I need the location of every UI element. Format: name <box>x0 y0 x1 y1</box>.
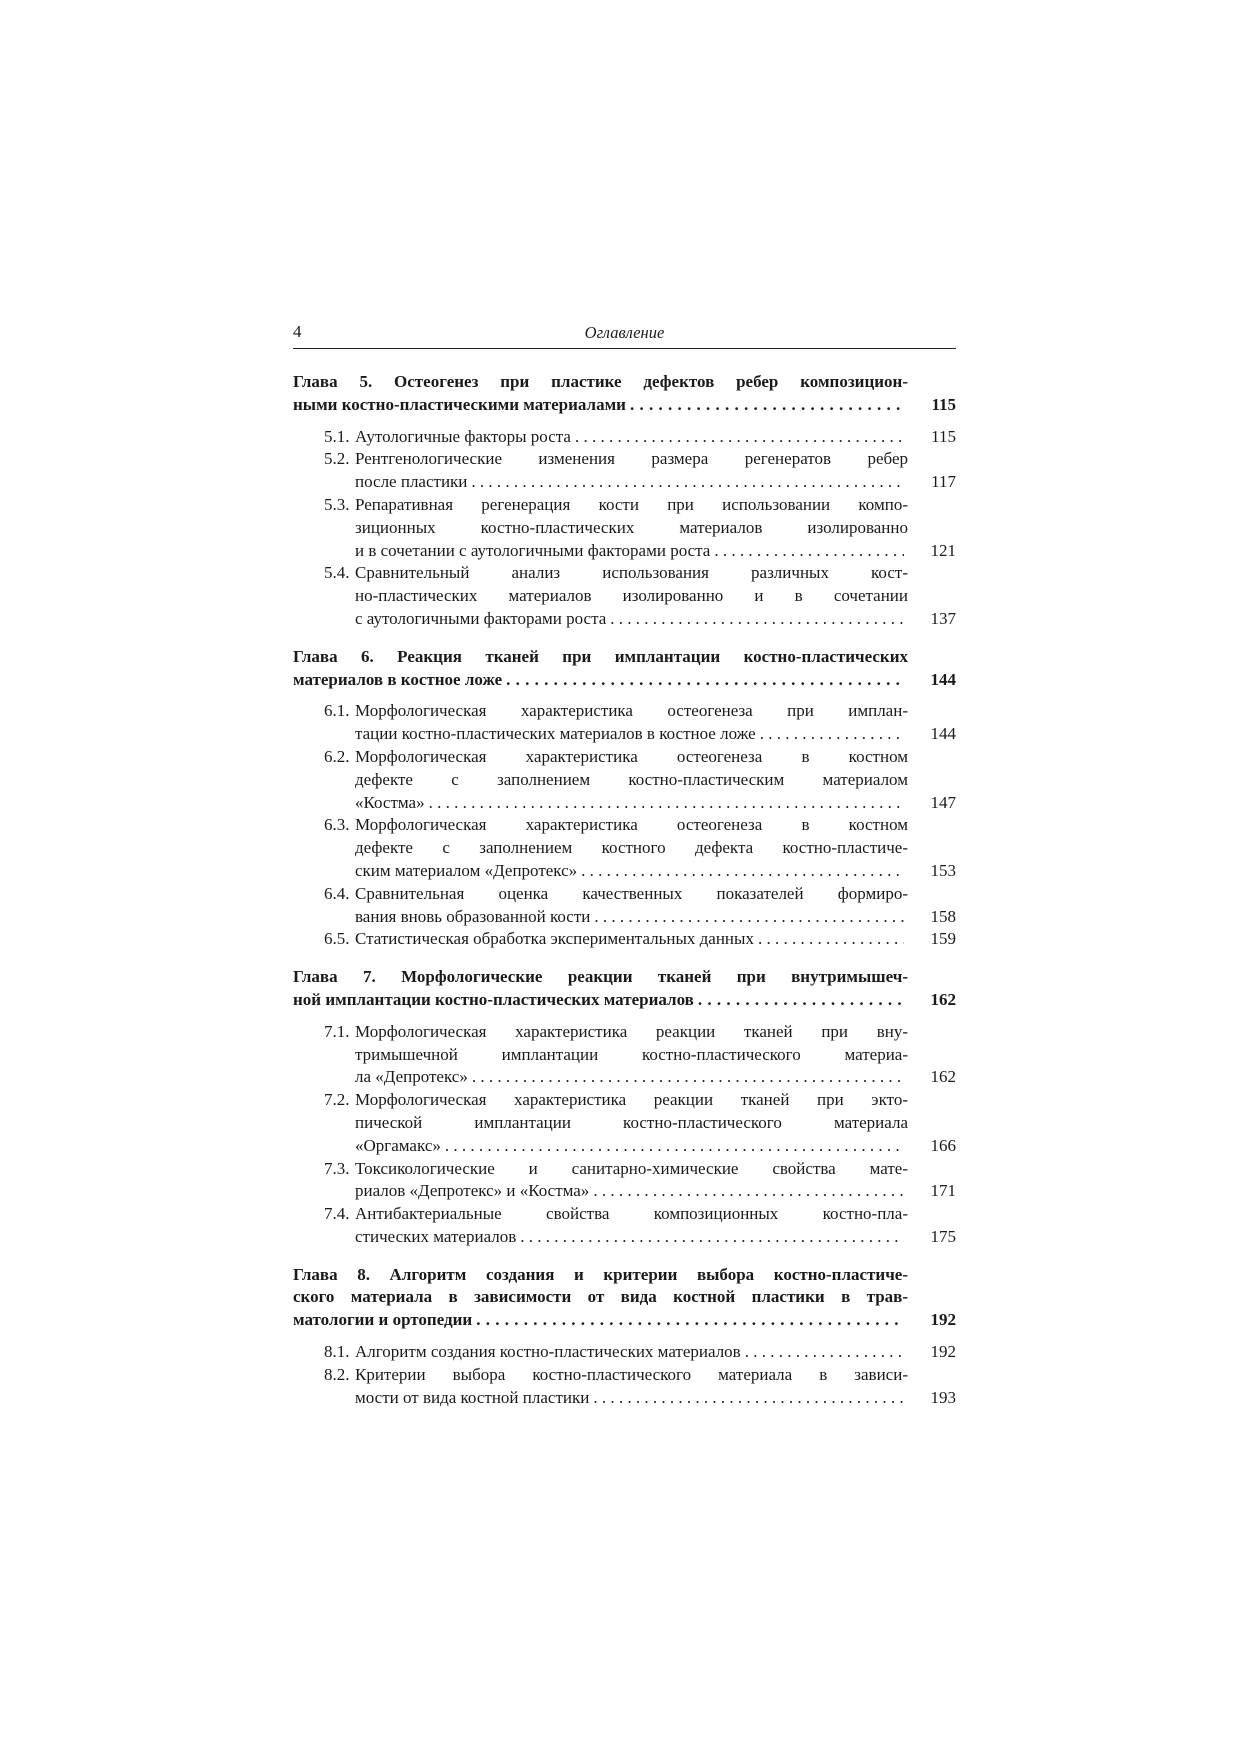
chapter-title-line: ского материала в зависимости от вида костной пластики в трав- <box>293 1287 908 1307</box>
toc-section-entry[interactable] <box>293 494 956 562</box>
chapter-last-line <box>293 669 956 692</box>
toc-section-entry[interactable] <box>293 883 956 929</box>
section-title-line: Антибактериальные свойства композиционных костно-пла- <box>355 1204 908 1224</box>
toc-section-entry[interactable] <box>293 700 956 746</box>
section-page-number: 147 <box>930 792 956 812</box>
chapter-page-number: 192 <box>930 1310 956 1330</box>
section-page-number: 153 <box>930 860 956 880</box>
section-title-lines <box>355 1021 956 1067</box>
section-title-lines <box>355 814 956 860</box>
section-title-line: Морфологическая характеристика остеогенеза при имплан- <box>355 701 908 721</box>
dot-leader <box>581 860 904 883</box>
chapter-title-line: Глава 6. Реакция тканей при имплантации костно-пластических <box>293 646 908 666</box>
section-last-line <box>355 1066 956 1089</box>
chapter-last-line <box>293 394 956 417</box>
section-page-number: 166 <box>930 1135 956 1155</box>
section-last-line <box>355 608 956 631</box>
toc-chapter-entry[interactable] <box>293 1264 956 1332</box>
toc-section-entry[interactable] <box>293 1089 956 1157</box>
section-page-number: 192 <box>930 1342 956 1362</box>
toc-section-entry[interactable] <box>293 448 956 494</box>
section-title-line: Сравнительный анализ использования различных кост- <box>355 563 908 583</box>
dot-leader <box>698 989 904 1012</box>
document-page <box>293 318 956 1409</box>
toc-section-entry[interactable] <box>293 1203 956 1249</box>
section-title-lines <box>355 746 956 792</box>
section-title-line: дефекте с заполнением костного дефекта костно-пластиче- <box>355 838 908 858</box>
section-title-line: дефекте с заполнением костно-пластическим материалом <box>355 769 908 789</box>
section-page-number: 137 <box>930 608 956 628</box>
section-page-number: 162 <box>930 1067 956 1087</box>
dot-leader <box>745 1341 904 1364</box>
dot-leader <box>758 928 904 951</box>
section-number: 8.1. <box>324 1342 350 1362</box>
section-page-number: 175 <box>930 1226 956 1246</box>
section-title-line: Критерии выбора костно-пластического материала в зависи- <box>355 1364 908 1384</box>
section-page-number: 115 <box>931 426 956 446</box>
dot-leader <box>472 1066 904 1089</box>
toc-chapter-entry[interactable] <box>293 966 956 1012</box>
dot-leader <box>429 792 904 815</box>
chapter-title: материалов в костное ложе <box>293 669 503 689</box>
section-title: риалов «Депротекс» и «Костма» <box>355 1181 590 1201</box>
section-title-lines <box>355 1158 956 1181</box>
section-title-lines <box>355 448 956 471</box>
section-title: с аутологичными факторами роста <box>355 608 607 628</box>
dot-leader <box>714 540 904 563</box>
section-title-line: Рентгенологические изменения размера регенератов ребер <box>355 449 908 469</box>
chapter-title: матологии и ортопедии <box>293 1310 473 1330</box>
section-title-line: Морфологическая характеристика остеогенеза в костном <box>355 815 908 835</box>
section-number: 6.1. <box>324 701 350 721</box>
section-page-number: 117 <box>931 472 956 492</box>
dot-leader <box>760 723 904 746</box>
section-number: 7.2. <box>324 1090 350 1110</box>
section-title-lines <box>355 1089 956 1135</box>
toc-chapter-entry[interactable] <box>293 646 956 692</box>
dot-leader <box>520 1226 904 1249</box>
section-title: ским материалом «Депротекс» <box>355 860 578 880</box>
chapter-page-number: 144 <box>930 669 956 689</box>
section-title: Алгоритм создания костно-пластических материалов <box>355 1342 741 1362</box>
section-number: 6.2. <box>324 746 350 766</box>
section-title-lines <box>355 883 956 906</box>
section-number: 5.3. <box>324 494 350 514</box>
section-last-line <box>355 1341 956 1364</box>
section-last-line <box>355 906 956 929</box>
section-number: 6.4. <box>324 883 350 903</box>
section-title: вания вновь образованной кости <box>355 906 591 926</box>
section-title-line: но-пластических материалов изолированно и в сочетании <box>355 586 908 606</box>
section-page-number: 171 <box>930 1181 956 1201</box>
page-number: 4 <box>293 322 302 341</box>
section-number: 8.2. <box>324 1364 350 1384</box>
chapter-page-number: 162 <box>930 989 956 1009</box>
section-title-line: тримышечной имплантации костно-пластического материа- <box>355 1044 908 1064</box>
toc-section-entry[interactable] <box>293 814 956 882</box>
section-page-number: 144 <box>930 724 956 744</box>
section-title-line: зиционных костно-пластических материалов изолированно <box>355 517 908 537</box>
section-number: 5.2. <box>324 449 350 469</box>
chapter-title-line: Глава 5. Остеогенез при пластике дефектов ребер композицион- <box>293 372 908 391</box>
section-number: 5.4. <box>324 563 350 583</box>
chapter-last-line <box>293 989 956 1012</box>
section-title-line: Морфологическая характеристика реакции тканей при экто- <box>355 1090 908 1110</box>
toc-section-entry[interactable] <box>293 426 956 449</box>
dot-leader <box>506 669 904 692</box>
section-last-line <box>355 723 956 746</box>
dot-leader <box>476 1309 904 1332</box>
dot-leader <box>593 1387 904 1410</box>
section-title: стических материалов <box>355 1226 517 1246</box>
toc-section-entry[interactable] <box>293 746 956 814</box>
chapter-title-lines <box>293 1264 956 1310</box>
section-title: ла «Депротекс» <box>355 1067 468 1087</box>
chapter-page-number: 115 <box>931 394 956 414</box>
section-page-number: 158 <box>930 906 956 926</box>
section-title-line: Репаративная регенерация кости при использовании компо- <box>355 494 908 514</box>
chapter-title: ной имплантации костно-пластических материалов <box>293 989 694 1009</box>
table-of-contents <box>293 371 956 1409</box>
section-title-line: Морфологическая характеристика реакции тканей при вну- <box>355 1021 908 1041</box>
toc-section-entry[interactable] <box>293 1021 956 1089</box>
section-last-line <box>355 1135 956 1158</box>
section-title: «Костма» <box>355 792 425 812</box>
section-last-line <box>355 1387 956 1410</box>
section-number: 7.1. <box>324 1021 350 1041</box>
dot-leader <box>594 906 904 929</box>
chapter-title-line: Глава 7. Морфологические реакции тканей при внутримышеч- <box>293 967 908 987</box>
chapter-title: ными костно-пластическими материалами <box>293 394 626 414</box>
toc-section-entry[interactable] <box>293 1341 956 1364</box>
section-title: «Оргамакс» <box>355 1135 441 1155</box>
section-title-lines <box>355 1364 956 1387</box>
running-head-title: Оглавление <box>584 323 665 342</box>
section-title: мости от вида костной пластики <box>355 1387 590 1407</box>
section-title-lines <box>355 1203 956 1226</box>
section-title: после пластики <box>355 472 468 492</box>
section-number: 7.4. <box>324 1204 350 1224</box>
section-title-lines <box>355 494 956 540</box>
section-number: 7.3. <box>324 1158 350 1178</box>
chapter-last-line <box>293 1309 956 1332</box>
section-title-line: Сравнительная оценка качественных показателей формиро- <box>355 883 908 903</box>
section-last-line <box>355 426 956 449</box>
dot-leader <box>445 1135 904 1158</box>
dot-leader <box>593 1180 904 1203</box>
dot-leader <box>575 426 904 449</box>
chapter-title-lines <box>293 966 956 989</box>
section-title-lines <box>355 562 956 608</box>
section-number: 6.5. <box>324 929 350 949</box>
running-head <box>293 318 956 349</box>
section-title-lines <box>355 700 956 723</box>
toc-section-entry[interactable] <box>293 562 956 630</box>
toc-section-entry[interactable] <box>293 1364 956 1410</box>
dot-leader <box>471 471 904 494</box>
chapter-title-lines <box>293 646 956 669</box>
section-title-line: Морфологическая характеристика остеогенеза в костном <box>355 746 908 766</box>
dot-leader <box>610 608 904 631</box>
section-last-line <box>355 792 956 815</box>
section-title: Аутологичные факторы роста <box>355 426 571 446</box>
section-page-number: 121 <box>930 540 956 560</box>
section-last-line <box>355 471 956 494</box>
section-title: и в сочетании с аутологичными факторами роста <box>355 540 711 560</box>
toc-chapter-entry[interactable] <box>293 371 956 417</box>
toc-section-entry[interactable] <box>293 928 956 951</box>
section-last-line <box>355 1180 956 1203</box>
section-last-line <box>355 860 956 883</box>
section-number: 5.1. <box>324 426 350 446</box>
section-number: 6.3. <box>324 815 350 835</box>
toc-section-entry[interactable] <box>293 1158 956 1204</box>
section-last-line <box>355 1226 956 1249</box>
section-last-line <box>355 540 956 563</box>
chapter-title-line: Глава 8. Алгоритм создания и критерии выбора костно-пластиче- <box>293 1264 908 1284</box>
dot-leader <box>630 394 904 417</box>
section-page-number: 159 <box>930 929 956 949</box>
section-title: тации костно-пластических материалов в костное ложе <box>355 724 756 744</box>
section-last-line <box>355 928 956 951</box>
section-title-line: Токсикологические и санитарно-химические свойства мате- <box>355 1158 908 1178</box>
section-title-line: пической имплантации костно-пластического материала <box>355 1112 908 1132</box>
chapter-title-lines <box>293 371 956 394</box>
section-title: Статистическая обработка экспериментальных данных <box>355 929 754 949</box>
section-page-number: 193 <box>930 1387 956 1407</box>
